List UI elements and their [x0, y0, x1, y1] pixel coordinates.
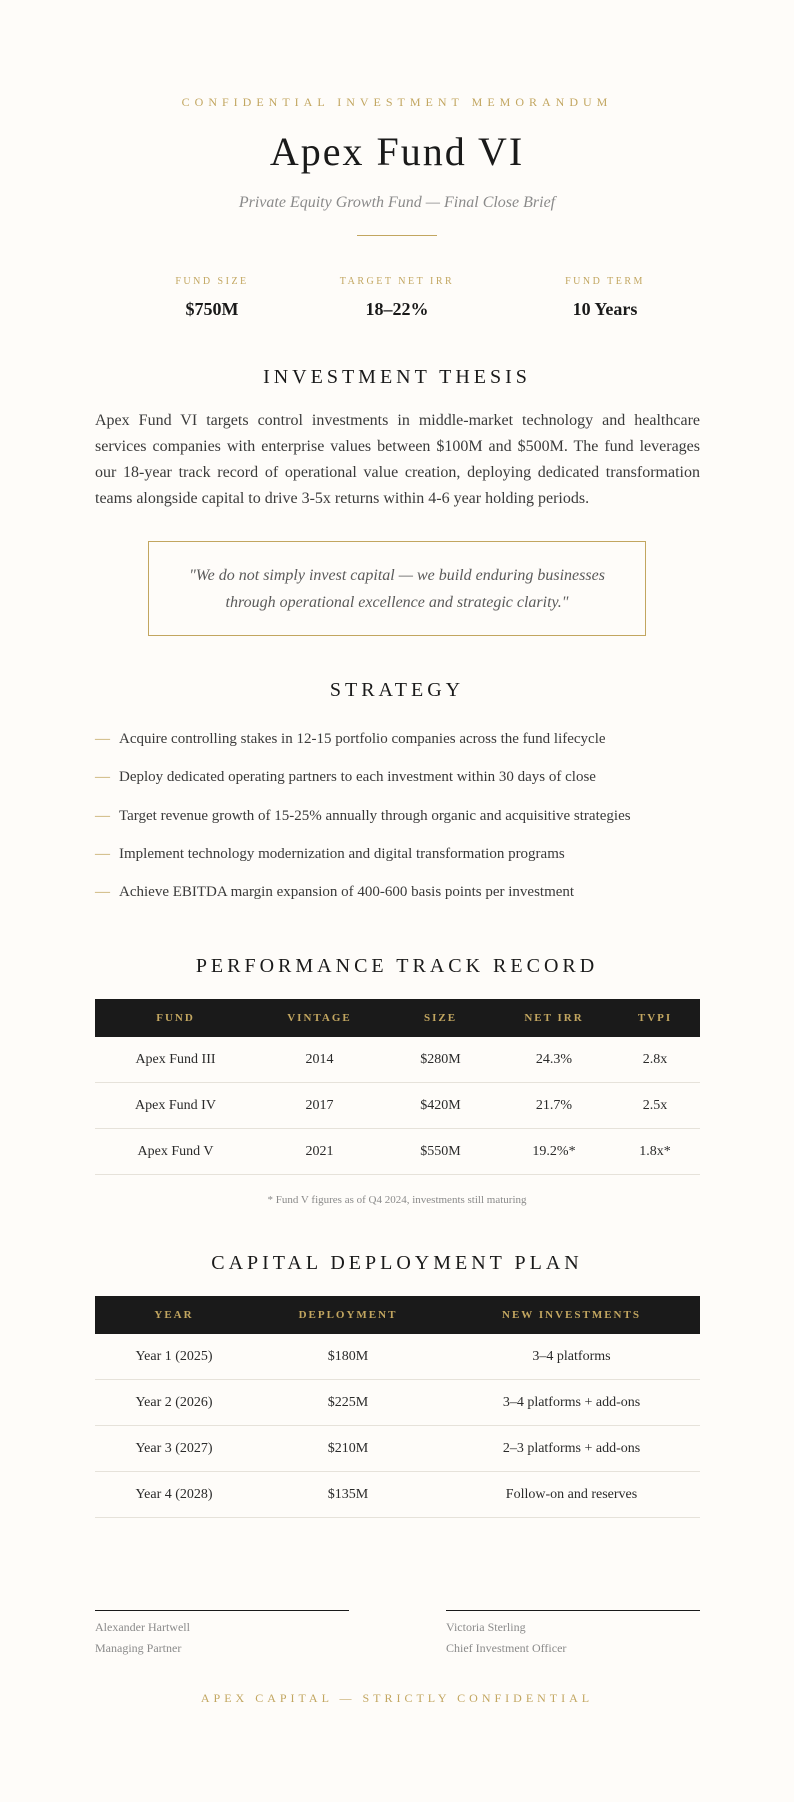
- metric-label: FUND TERM: [565, 276, 645, 287]
- section-heading-thesis: INVESTMENT THESIS: [263, 366, 531, 388]
- dash-bullet: —: [95, 769, 110, 785]
- strategy-item-text: Implement technology modernization and digital transformation programs: [119, 846, 565, 862]
- table-row: [95, 1334, 700, 1380]
- signature-line: [446, 1610, 700, 1611]
- dash-bullet: —: [95, 731, 110, 747]
- strategy-item-text: Achieve EBITDA margin expansion of 400-600 basis points per investment: [119, 884, 575, 900]
- pull-quote: [148, 541, 646, 636]
- table-cell: Year 1 (2025): [95, 1334, 253, 1380]
- table-cell: $225M: [253, 1380, 443, 1426]
- performance-table: [95, 999, 700, 1175]
- strategy-item-text: Target revenue growth of 15-25% annually through organic and acquisitive strategies: [119, 808, 631, 824]
- table-row: [95, 1380, 700, 1426]
- signature-block-managing-partner: [95, 1610, 349, 1656]
- table-row: [95, 1426, 700, 1472]
- table-cell: Year 2 (2026): [95, 1380, 253, 1426]
- table-cell: $280M: [383, 1037, 498, 1083]
- table-cell: Year 4 (2028): [95, 1472, 253, 1518]
- metric-fund-term: [505, 276, 705, 320]
- page-subtitle: Private Equity Growth Fund — Final Close Brief: [238, 194, 556, 211]
- metric-label: TARGET NET IRR: [339, 276, 455, 287]
- table-cell: 21.7%: [498, 1083, 610, 1129]
- table-cell: Apex Fund III: [95, 1037, 256, 1083]
- deployment-table: [95, 1296, 700, 1518]
- metric-target-irr: [297, 276, 497, 320]
- column-header: DEPLOYMENT: [298, 1309, 398, 1321]
- signatory-name: Alexander Hartwell: [95, 1620, 190, 1634]
- metric-label: FUND SIZE: [175, 276, 249, 287]
- table-cell: Year 3 (2027): [95, 1426, 253, 1472]
- metric-value: 18–22%: [365, 299, 429, 319]
- table-cell: 3–4 platforms: [443, 1334, 700, 1380]
- dash-bullet: —: [95, 846, 110, 862]
- table-cell: $180M: [253, 1334, 443, 1380]
- section-heading-performance: PERFORMANCE TRACK RECORD: [195, 955, 599, 977]
- metric-fund-size: [112, 276, 312, 320]
- column-header: NEW INVESTMENTS: [502, 1309, 641, 1321]
- section-heading-strategy: STRATEGY: [329, 679, 465, 701]
- dash-bullet: —: [95, 808, 110, 824]
- document-kicker: CONFIDENTIAL INVESTMENT MEMORANDUM: [181, 95, 613, 109]
- pull-quote-text: "We do not simply invest capital — we build enduring businesses through operational excellence and strategic clarity.": [189, 566, 605, 611]
- table-cell: Apex Fund IV: [95, 1083, 256, 1129]
- strategy-item: [95, 808, 700, 825]
- title-divider: [357, 235, 437, 236]
- column-header: TVPI: [637, 1012, 673, 1024]
- table-footnote: * Fund V figures as of Q4 2024, investments still maturing: [267, 1194, 527, 1206]
- table-cell: 2017: [256, 1083, 383, 1129]
- column-header: VINTAGE: [287, 1012, 352, 1024]
- thesis-paragraph: Apex Fund VI targets control investments in middle-market technology and healthcare services companies with enterprise values between $100M and $500M. The fund leverages our 18-year track record of operational value creation, deploying dedicated transformation teams alongside capital to drive 3-5x returns within 4-6 year holding periods.: [95, 412, 700, 507]
- table-cell: 2.8x: [610, 1037, 700, 1083]
- strategy-item: [95, 769, 700, 786]
- strategy-item: [95, 846, 700, 863]
- table-cell: 24.3%: [498, 1037, 610, 1083]
- table-cell: 3–4 platforms + add-ons: [443, 1380, 700, 1426]
- table-header-row: [95, 999, 700, 1037]
- signatory-role: Managing Partner: [95, 1641, 182, 1655]
- table-cell: Follow-on and reserves: [443, 1472, 700, 1518]
- strategy-item: [95, 731, 700, 748]
- page-footer: APEX CAPITAL — STRICTLY CONFIDENTIAL: [200, 1691, 594, 1705]
- metric-value: 10 Years: [572, 299, 638, 319]
- table-cell: $550M: [383, 1129, 498, 1175]
- strategy-item: [95, 884, 700, 901]
- table-header-row: [95, 1296, 700, 1334]
- signatory-name: Victoria Sterling: [446, 1620, 526, 1634]
- table-row: [95, 1129, 700, 1175]
- section-heading-deployment: CAPITAL DEPLOYMENT PLAN: [211, 1252, 583, 1274]
- table-cell: 2–3 platforms + add-ons: [443, 1426, 700, 1472]
- strategy-item-text: Acquire controlling stakes in 12-15 portfolio companies across the fund lifecycle: [119, 731, 606, 747]
- column-header: NET IRR: [524, 1012, 584, 1024]
- column-header: YEAR: [154, 1309, 194, 1321]
- dash-bullet: —: [95, 884, 110, 900]
- table-cell: 2021: [256, 1129, 383, 1175]
- signature-block-cio: [446, 1610, 700, 1656]
- column-header: SIZE: [423, 1012, 458, 1024]
- table-cell: 2.5x: [610, 1083, 700, 1129]
- metric-value: $750M: [185, 299, 239, 319]
- table-cell: $135M: [253, 1472, 443, 1518]
- page-title: Apex Fund VI: [269, 129, 525, 174]
- table-cell: 1.8x*: [610, 1129, 700, 1175]
- table-row: [95, 1037, 700, 1083]
- column-header: FUND: [156, 1012, 195, 1024]
- table-cell: 19.2%*: [498, 1129, 610, 1175]
- signature-line: [95, 1610, 349, 1611]
- table-row: [95, 1472, 700, 1518]
- table-cell: $210M: [253, 1426, 443, 1472]
- signatory-role: Chief Investment Officer: [446, 1641, 567, 1655]
- table-row: [95, 1083, 700, 1129]
- table-cell: $420M: [383, 1083, 498, 1129]
- table-cell: 2014: [256, 1037, 383, 1083]
- table-cell: Apex Fund V: [95, 1129, 256, 1175]
- strategy-item-text: Deploy dedicated operating partners to each investment within 30 days of close: [119, 769, 596, 785]
